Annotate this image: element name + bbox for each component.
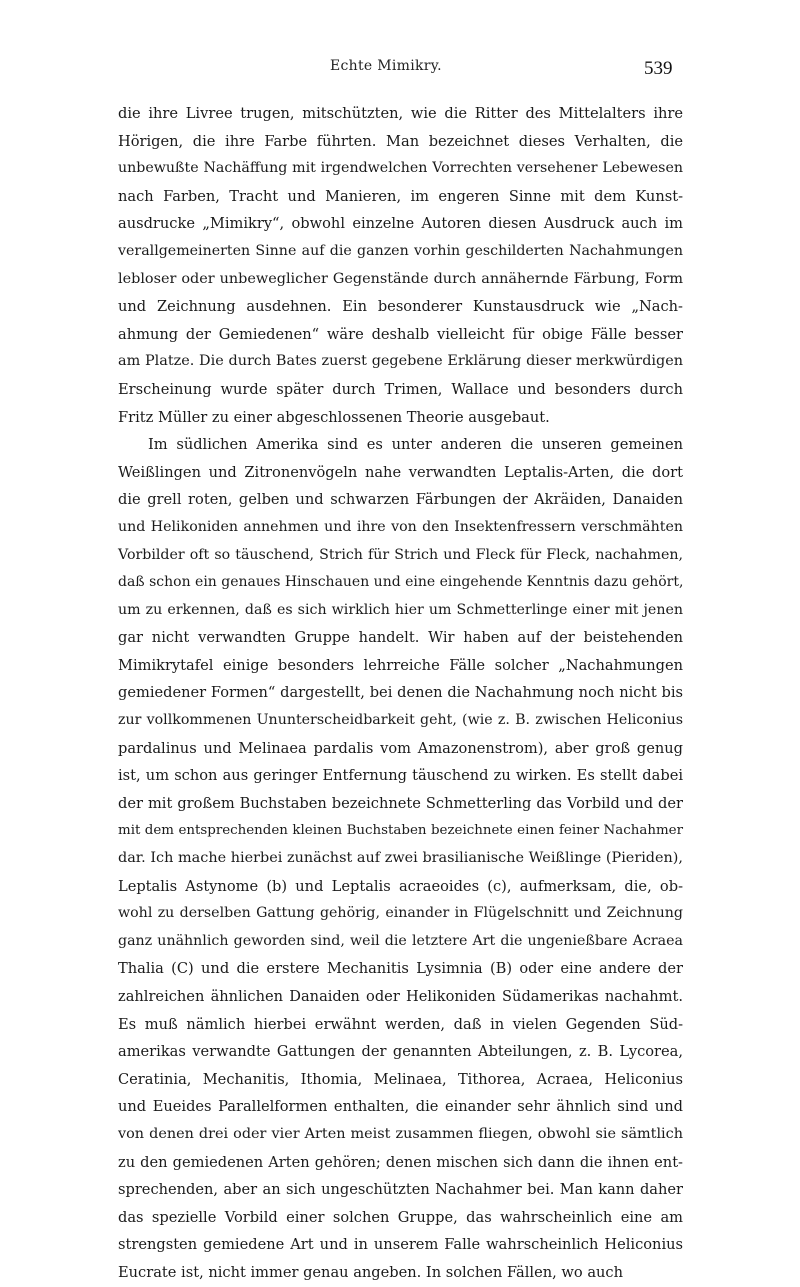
running-head xyxy=(0,58,800,82)
text-line: Weißlingen und Zitronenvögeln nahe verwandten Leptalis-Arten, die dort xyxy=(118,463,683,481)
text-line: strengsten gemiedene Art und in unserem Falle wahrscheinlich Heliconius xyxy=(118,1236,683,1254)
text-line: zu den gemiedenen Arten gehören; denen mischen sich dann die ihnen ent- xyxy=(118,1153,683,1171)
text-line: und Helikoniden annehmen und ihre von den Insektenfressern verschmähten xyxy=(118,518,683,535)
text-line: gar nicht verwandten Gruppe handelt. Wir haben auf der beistehenden xyxy=(118,629,683,647)
text-line: Leptalis Astynome (b) und Leptalis acraeoides (c), aufmerksam, die, ob- xyxy=(118,877,683,895)
text-line: ausdrucke „Mimikry“, obwohl einzelne Autoren diesen Ausdruck auch im xyxy=(118,215,683,233)
text-line: Mimikrytafel einige besonders lehrreiche Fälle solcher „Nachahmungen xyxy=(118,656,683,674)
page-number: 539 xyxy=(644,58,673,79)
text-line: zur vollkommenen Ununterscheidbarkeit geht, (wie z. B. zwischen Heliconius xyxy=(118,712,683,729)
text-line: pardalinus und Melinaea pardalis vom Amazonenstrom), aber groß genug xyxy=(118,739,683,757)
text-line: die ihre Livree trugen, mitschützten, wie die Ritter des Mittelalters ihre xyxy=(118,105,683,122)
text-line: Hörigen, die ihre Farbe führten. Man bezeichnet dieses Verhalten, die xyxy=(118,132,683,150)
text-line: von denen drei oder vier Arten meist zusammen fliegen, obwohl sie sämtlich xyxy=(118,1125,683,1142)
text-line: Thalia (C) und die erstere Mechanitis Lysimnia (B) oder eine andere der xyxy=(118,960,683,978)
text-line: amerikas verwandte Gattungen der genannten Abteilungen, z. B. Lycorea, xyxy=(118,1043,683,1061)
text-line: lebloser oder unbeweglicher Gegenstände durch annähernde Färbung, Form xyxy=(118,270,683,287)
text-line: mit dem entsprechenden kleinen Buchstaben bezeichnete einen feiner Nachahmer xyxy=(118,823,683,839)
paragraph xyxy=(118,431,683,1286)
text-line: die grell roten, gelben und schwarzen Färbungen der Akräiden, Danaiden xyxy=(118,491,683,509)
text-line: gemiedener Formen“ dargestellt, bei denen die Nachahmung noch nicht bis xyxy=(118,684,683,702)
body-text xyxy=(118,100,683,1287)
text-line: ahmung der Gemiedenen“ wäre deshalb vielleicht für obige Fälle besser xyxy=(118,325,683,343)
text-line: Im südlichen Amerika sind es unter anderen die unseren gemeinen xyxy=(148,436,683,454)
text-line: der mit großem Buchstaben bezeichnete Schmetterling das Vorbild und der xyxy=(118,794,683,812)
running-title: Echte Mimikry. xyxy=(330,58,442,74)
text-line: unbewußte Nachäffung mit irgendwelchen Vorrechten versehener Lebewesen xyxy=(118,160,683,177)
text-line: sprechenden, aber an sich ungeschützten Nachahmer bei. Man kann daher xyxy=(118,1181,683,1199)
text-line: Eucrate ist, nicht immer genau angeben. In solchen Fällen, wo auch xyxy=(118,1263,623,1281)
text-line: und Eueides Parallelformen enthalten, die einander sehr ähnlich sind und xyxy=(118,1098,683,1116)
text-line: nach Farben, Tracht und Manieren, im engeren Sinne mit dem Kunst- xyxy=(118,187,683,205)
paragraph xyxy=(118,100,683,431)
text-line: ganz unähnlich geworden sind, weil die letztere Art die ungenießbare Acraea xyxy=(118,932,683,949)
text-line: Ceratinia, Mechanitis, Ithomia, Melinaea, Tithorea, Acraea, Heliconius xyxy=(118,1070,683,1088)
text-line: Es muß nämlich hierbei erwähnt werden, daß in vielen Gegenden Süd- xyxy=(118,1015,683,1033)
text-line: Vorbilder oft so täuschend, Strich für Strich und Fleck für Fleck, nachahmen, xyxy=(118,546,683,563)
text-line: und Zeichnung ausdehnen. Ein besonderer Kunstausdruck wie „Nach- xyxy=(118,298,683,316)
text-line: am Platze. Die durch Bates zuerst gegebene Erklärung dieser merkwürdigen xyxy=(118,353,683,370)
text-line: verallgemeinerten Sinne auf die ganzen vorhin geschilderten Nachahmungen xyxy=(118,242,683,259)
text-line: Erscheinung wurde später durch Trimen, Wallace und besonders durch xyxy=(118,380,683,398)
text-line: das spezielle Vorbild einer solchen Gruppe, das wahrscheinlich eine am xyxy=(118,1208,683,1226)
text-line: ist, um schon aus geringer Entfernung täuschend zu wirken. Es stellt dabei xyxy=(118,767,683,785)
text-line: daß schon ein genaues Hinschauen und eine eingehende Kenntnis dazu gehört, xyxy=(118,574,684,591)
text-line: um zu erkennen, daß es sich wirklich hier um Schmetterlinge einer mit jenen xyxy=(118,601,683,618)
text-line: zahlreichen ähnlichen Danaiden oder Helikoniden Südamerikas nachahmt. xyxy=(118,988,683,1005)
text-line: wohl zu derselben Gattung gehörig, einander in Flügelschnitt und Zeichnung xyxy=(118,905,683,922)
text-line: dar. Ich mache hierbei zunächst auf zwei brasilianische Weißlinge (Pieriden), xyxy=(118,850,683,867)
text-line: Fritz Müller zu einer abgeschlossenen Theorie ausgebaut. xyxy=(118,408,550,426)
